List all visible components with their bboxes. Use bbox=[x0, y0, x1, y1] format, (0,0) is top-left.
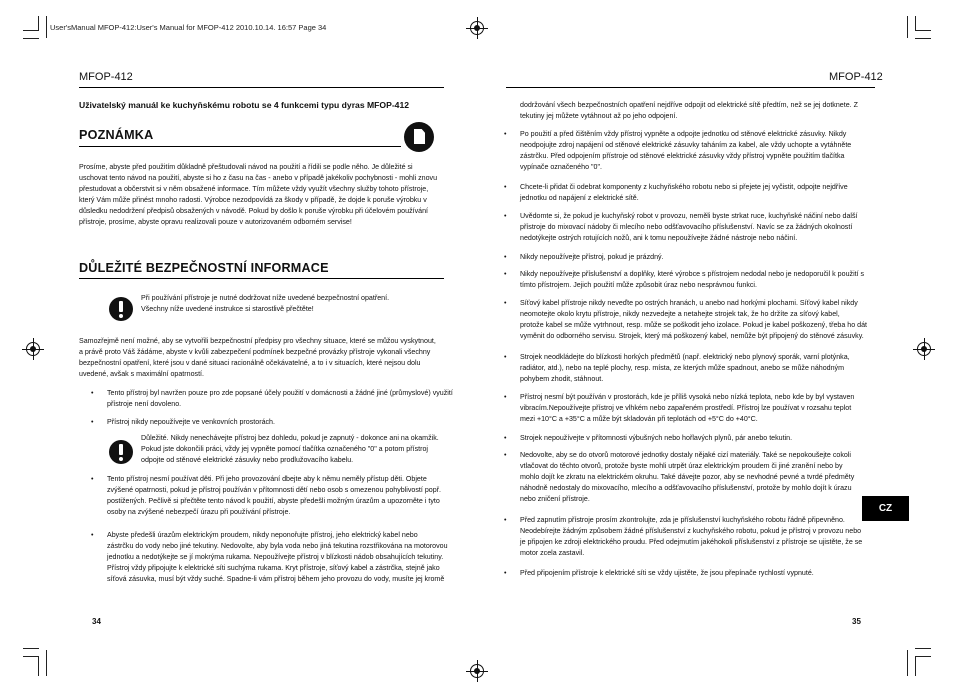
exclamation-icon bbox=[109, 297, 133, 321]
print-slug: User'sManual MFOP-412:User's Manual for MFOP-412 2010.10.14. 16:57 Page 34 bbox=[50, 23, 327, 32]
registration-mark-icon bbox=[470, 21, 484, 35]
list-item: • Síťový kabel přístroje nikdy neveďte po ostrých hranách, u anebo nad horkými plochami. Síťový kabel nikdy neomotejte okolo krytu přístroje, nikdy nezvedejte a netahejte strojek tak, že ho držíte za síťový kabel, protože kabel se může vytrhnout, resp. může se poškodit jeho izolace. Pokud je kabel poškozený, třeba ho dát vyměnit do odborného servisu. Strojek, který má poškozený kabel, nemůže být připojený do stěnové zásuvky. bbox=[504, 299, 868, 341]
list-item: • Před připojením přístroje k elektrické síti se vždy ujistěte, že jsou přepínače rychlostí vypnuté. bbox=[504, 569, 814, 577]
list-item: • Strojek nepoužívejte v přítomnosti výbušných nebo hořlavých plynů, pár anebo tekutin. bbox=[504, 434, 793, 442]
registration-mark-icon bbox=[917, 342, 931, 356]
list-item: • Uvědomte si, že pokud je kuchyňský robot v provozu, neměli byste strkat ruce, kuchyňské náčiní nebo další přístroje do mixovací nádoby či mlecího nebo odšťavovacího příslušenství. Navíc se za žádných okolností nedotýkejte ostrých rotujících nožů, ani k tomu nepoužívejte žádné nástroje nebo náčiní. bbox=[504, 212, 858, 243]
safety-heading: DŮLEŽITÉ BEZPEČNOSTNÍ INFORMACE bbox=[79, 261, 329, 275]
note-heading: POZNÁMKA bbox=[79, 128, 154, 142]
list-item: • Nikdy nepoužívejte příslušenství a doplňky, které výrobce s přístrojem nedodal nebo je nedoporučil k použití s tímto přístrojem. Jejich použití může způsobit úraz nebo nesprávnou funkci. bbox=[504, 270, 865, 290]
list-item: • Po použití a před čištěním vždy přístroj vypněte a odpojte jednotku od stěnové elektrické zásuvky. Nikdy neodpojujte zdroj napájení od stěnové elektrické zásuvky taháním za kabel, ale vždy uchopte a vytáhněte zástrčku. Před odpojením přístroje od stěnové elektrické zásuvky vždy přístroj vypněte použitím tlačítka vypínače označeného "0". bbox=[504, 130, 852, 172]
list-item: • Nikdy nepoužívejte přístroj, pokud je prázdný. bbox=[504, 253, 664, 261]
list-item: • Abyste předešli úrazům elektrickým proudem, nikdy neponořujte přístroj, jeho elektrický kabel nebo zástrčku do vody nebo jiné tekutiny. Nedovolte, aby byla voda nebo jiná tekutina rozstřikována na motorovou jednotku a nedotýkejte se jí mokrýma rukama. Nepoužívejte přístroj v blízkosti nádob obsahujících tekutiny. Přístroj vždy připojujte k elektrické síti suchýma rukama. Kryt přístroje, síťový kabel a zástrčka, stejně jako síťová zásuvka, musí být vždy suché. Spadne-li vám přístroj během jeho provozu do vody, musíte jej kromě bbox=[91, 531, 448, 584]
registration-mark-icon bbox=[26, 342, 40, 356]
page-number-left: 34 bbox=[92, 617, 101, 626]
list-item: • Tento přístroj byl navržen pouze pro zde popsané účely použití v domácnosti a žádné jiné (průmyslové) využití přístroje není dovoleno. bbox=[91, 389, 453, 409]
note-text: Prosíme, abyste před použitím důkladně přeštudovali návod na použití a řídili se podle něho. Je důležité si uschovat tento návod na použití, abyste si ho z času na čas - anebo v případě jakékoliv pochybnosti - mohli znovu přestudovat a občerstvit si v něm obsažené informace. Tím můžete vždy využít všechny služby tohoto přístroje, který Vám může přinést mnoho radosti. Výrobce nezodpovídá za škody v případě, že dojde k poruše výrobku v důsledku nedodržení předpisů obsažených v návodě. Pokud by došlo k poruše výrobku při účelovém používání přístroje, prosíme, abyste opravu realizovali pouze v autorizovaném odborném servise! bbox=[79, 163, 438, 227]
continued-text: dodržování všech bezpečnostních opatření nejdříve odpojit od elektrické sítě předtím, než se jej dotknete. Z tekutiny jej můžete vytáhnout až po jeho odpojení. bbox=[520, 101, 858, 121]
list-item: • Strojek neodkládejte do blízkosti horkých předmětů (např. elektrický nebo plynový sporák, varní plotýnka, radiátor, atd.), nebo na teplé plochy, resp. místa, ze kterých může spadnout, anebo se může náhodným pohybem zhodit, stáhnout. bbox=[504, 353, 850, 384]
list-item: • Před zapnutím přístroje prosím zkontrolujte, zda je příslušenství kuchyňského robotu řádně připevněno. Neodebírejte žádným způsobem žádné příslušenství z kuchyňského robotu, pokud je přístroj v provozu nebo je připojen ke zdroji elektrického proudu. Před odejmutím jakéhokoli příslušenství z přístroje se ujistěte, že se motor zcela zastavil. bbox=[504, 516, 863, 558]
list-item: • Přístroj nesmí být používán v prostorách, kde je příliš vysoká nebo nízká teplota, nebo kde by byl vystaven vibracím.Nepoužívejte přístroj ve vlhkém nebo zapařeném prostředí. Přístroj lze používat v rozsahu teplot mezi +10°C a +35°C a může být skladován při teplotách od +5°C do +40°C. bbox=[504, 393, 855, 424]
page-number-right: 35 bbox=[852, 617, 861, 626]
list-item: • Tento přístroj nesmí používat děti. Při jeho provozování dbejte aby k němu neměly přístup děti. Objete zvýšené opatrnosti, pokud je přístroj používán v přítomnosti dětí nebo osob s omezenou pohyblivostí popř. postižených. Pečlivě si přečtěte tento návod k použití, abyste předešli možným úrazům a upozorněte i tyto osoby na zvýšené nebezpečí úrazu při používání přístroje. bbox=[91, 475, 441, 517]
model-right: MFOP-412 bbox=[829, 71, 883, 83]
warning-text-2: Důležité. Nikdy nenechávejte přístroj bez dohledu, pokud je zapnutý - dokonce ani na okamžik. Pokud jste dokončili práci, vždy jej vypněte pomocí tlačítka označeného "0" a potom přístroj odpojte od stěnové elektrické zásuvky nebo prodlužovacího kabelu. bbox=[141, 434, 439, 465]
manual-subtitle: Uživatelský manuál ke kuchyňskému robotu se 4 funkcemi typu dyras MFOP-412 bbox=[79, 100, 410, 110]
intro-text: Samozřejmě není možné, aby se vytvořili bezpečnostní předpisy pro všechny situace, které se můžou vyskytnout, a právě proto Váš žádáme, abyste v kvůli zabezpečení podmínek bezpečné provázky přístroje vykonali všechny bezpečnostní opatření, které jsou v dané situaci racionálně očekávatelné, a to i v situacích, které nejsou dolu uvedené, avšak s maximální opatrností. bbox=[79, 337, 436, 379]
registration-mark-icon bbox=[470, 664, 484, 678]
list-item: • Nedovolte, aby se do otvorů motorové jednotky dostaly nějaké cizí materiály. Také se nepokoušejte cokoli vtlačovat do těchto otvorů, protože byste mohli utrpět úraz elektrickým proudem či jiné zranění nebo by mohlo dojít ke zkratu na elektrickém okruhu. Také dávejte pozor, aby se nevhodné pevné a tvrdé předměty náhodně nedostaly do mixovacího, mlecího a odšťavovacího příslušenství, protože by mohlo dojít k úrazu nebo zničení přístroje. bbox=[504, 451, 855, 504]
list-item: • Chcete-li přidat či odebrat komponenty z kuchyňského robotu nebo si přejete jej vyčistit, odpojte nejdříve jednotku od napájení z elektrické sítě. bbox=[504, 183, 848, 203]
exclamation-icon bbox=[109, 440, 133, 464]
list-item: • Přístroj nikdy nepoužívejte ve venkovních prostorách. bbox=[91, 418, 275, 426]
document-icon bbox=[404, 122, 434, 152]
language-tab: CZ bbox=[862, 496, 909, 521]
warning-text-1: Při používání přístroje je nutné dodržovat níže uvedené bezpečnostní opatření. Všechny níže uvedené instrukce si starostlivě přečtěte! bbox=[141, 294, 390, 314]
model-left: MFOP-412 bbox=[79, 71, 133, 83]
